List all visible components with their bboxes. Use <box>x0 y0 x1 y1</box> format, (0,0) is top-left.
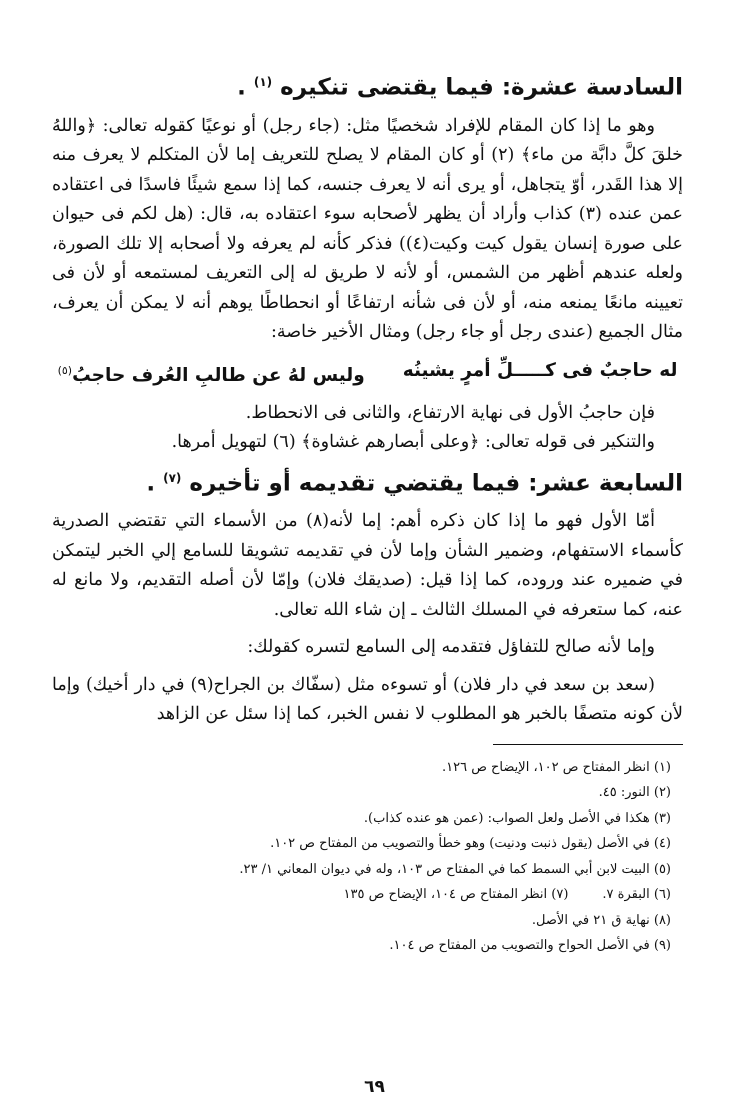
footnote: (٦) البقرة ٧. <box>602 887 671 903</box>
page-number: ٦٩ <box>364 1077 385 1097</box>
footnote: (٥) البيت لابن أبي السمط كما في المفتاح ص ١٠٣، وله في ديوان المعاني ١/ ٢٣. <box>239 861 671 877</box>
tankeer-paragraph: والتنكير فى قوله تعالى: ﴿وعلى أبصارهم غشاوة﴾ (٦) لتهويل أمرها. <box>171 432 655 453</box>
section-16-heading-note: (١) <box>253 75 273 89</box>
footnote-row <box>52 882 671 908</box>
poetry-verse <box>52 354 683 393</box>
section-17-heading: السابعة عشر: فيما يقتضي تقديمه أو تأخيره $^{(٧)}$ . <box>146 470 683 497</box>
section-17-paragraph-2: وإما لأنه صالح للتفاؤل فتقدمه إلى السامع لتسره كقولك: <box>247 637 655 658</box>
section-17-paragraph-1: أمّا الأول فهو ما إذا كان ذكره أهم: إما لأنه(٨) من الأسماء التي تقتضي الصدرية كأسماء الاستفهام، وضمير الشأن وإما لأن في تقديمه تشويقا للسامع إلي الخبر ليتمكن في ضميره عند وروده، كما إذا قيل: (صديقك فلان) وإمّا لأن أصله التقديم، ولا مانع له عنه، كما ستعرفه في المسلك الثالث ـ إن شاء الله تعالى. <box>52 511 683 620</box>
section-16-paragraph: وهو ما إذا كان المقام للإفراد شخصيًا مثل: (جاء رجل) أو نوعيًا كقوله تعالى: ﴿واللهُ خلقَ كلَّ دابَّة من ماء﴾ (٢) أو كان المقام لا يصلح للتعريف إما لأن المتكلم لا يعرف منه إلا هذا القَدر، أوّ يتجاهل، أو يرى أنه لا يعرف جنسه، كما إذا سمع شيئًا فاسدًا فى اعتقاده عمن عنده (٣) كذاب وأراد أن يظهر لأصحابه سوء اعتقاده به، قال: (هل لكم فى حيوان على صورة إنسان يقول كيت وكيت(٤)) فذكر كأنه لم يعرفه ولا أصحابه إلا تلك الصورة، ولعله عندهم أظهر من الشمس، أو لأنه لا طريق له إلى التعريف لمستمعه أو لأن فى تعيينه مانعًا يمنعه منه، أو لأن فى شأنه ارتفاعًا أو انحطاطًا يوهم أنه لا يمكن أن يعرف، مثال الجميع (عندى رجل أو جاء رجل) ومثال الأخير خاصة: <box>52 115 683 343</box>
section-17-heading-text: السابعة عشر: فيما يقتضي تقديمه أو تأخيره <box>189 470 683 497</box>
footnote: (١) انظر المفتاح ص ١٠٢، الإيضاح ص ١٢٦. <box>441 759 671 775</box>
section-16-heading: السادسة عشرة: فيما يقتضى تنكيره $^{(١)}$ . <box>237 74 683 101</box>
verse-explanation: فإن حاجبُ الأول فى نهاية الارتفاع، والثانى فى الانحطاط. <box>245 402 655 423</box>
section-17-paragraph-3: (سعد بن سعد في دار فلان) أو تسوءه مثل (سفّاك بن الجراح(٩) في دار أخيك) وإما لأن كونه متصفًا بالخبر هو المطلوب لا نفس الخبر، كما إذا سئل عن الزاهد <box>52 674 683 725</box>
verse-note: (٥) <box>57 363 73 377</box>
footnote: (٩) في الأصل الحواح والتصويب من المفتاح ص ١٠٤. <box>389 938 671 954</box>
footnote: (٤) في الأصل (يقول ذنبت ودنيت) وهو خطأ والتصويب من المفتاح ص ١٠٢. <box>270 836 671 852</box>
footnote: (٧) انظر المفتاح ص ١٠٤، الإيضاح ص ١٣٥ <box>343 887 569 903</box>
section-16-heading-text: السادسة عشرة: فيما يقتضى تنكيره <box>280 74 683 101</box>
footnote-divider <box>493 744 683 745</box>
footnote: (٣) هكذا في الأصل ولعل الصواب: (عمن هو عنده كذاب). <box>363 810 671 826</box>
verse-first-hemistich: له حاجبٌ فى كـــــلِّ أمرٍ يشينُه <box>402 359 678 381</box>
section-17-heading-note: (٧) <box>163 470 182 485</box>
footnote: (٢) النور: ٤٥. <box>598 785 671 801</box>
verse-second-hemistich: وليس لهُ عن طالبِ العُرف حاجبُ$^{(٥)}$ <box>57 363 365 386</box>
footnote: (٨) نهاية ق ٢١ في الأصل. <box>531 912 671 928</box>
footnotes-list <box>52 755 683 959</box>
